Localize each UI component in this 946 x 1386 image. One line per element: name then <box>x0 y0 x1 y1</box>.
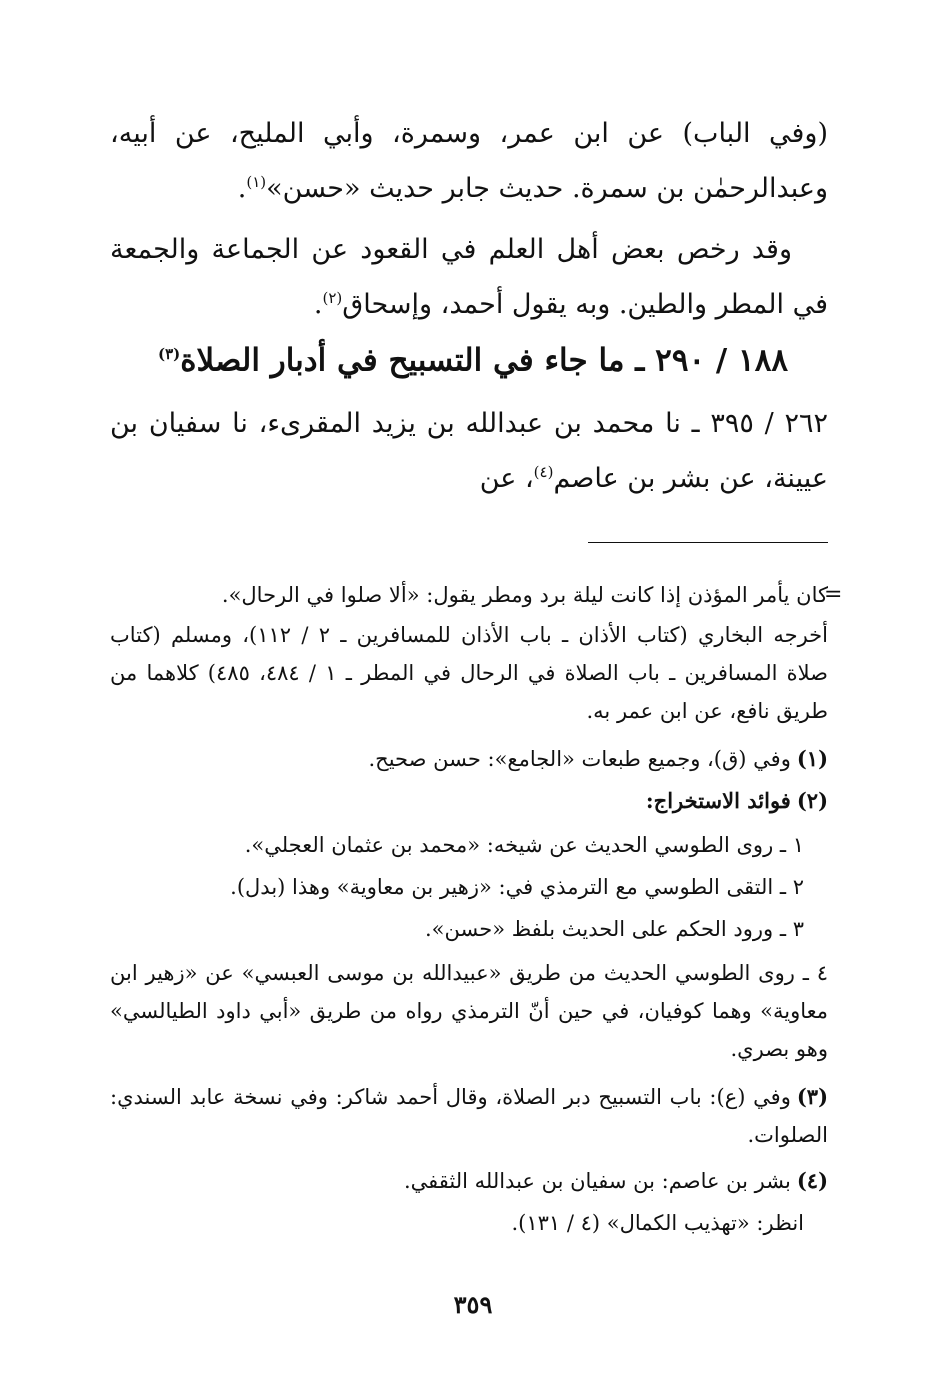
footnote-text: وفي (ق)، وجميع طبعات «الجامع»: حسن صحيح. <box>368 747 791 771</box>
paragraph-chapter-hadith <box>110 110 828 213</box>
footnote-number: (١) <box>796 746 828 771</box>
paragraph-text: ٢٦٢ / ٣٩٥ ـ نا محمد بن عبدالله بن يزيد المقرىء، نا سفيان بن عيينة، عن بشر بن عاصم <box>110 408 828 494</box>
footnote-2-item-2: ٢ ـ التقى الطوسي مع الترمذي في: «زهير بن معاوية» وهذا (بدل). <box>230 875 804 899</box>
footnote-ref[interactable]: (٤) <box>533 463 554 481</box>
heading-text: ١٨٨ / ٢٩٠ ـ ما جاء في التسبيح في أدبار الصلاة <box>180 342 788 379</box>
paragraph-text-end: ، عن <box>479 463 534 494</box>
footnote-1 <box>110 740 828 778</box>
footnote-number: (٣) <box>796 1084 828 1109</box>
paragraph-scholars-opinion <box>110 226 828 329</box>
footnote-number: (٢) <box>796 788 828 813</box>
footnote-ref[interactable]: (٢) <box>322 289 343 307</box>
chapter-heading <box>150 330 796 384</box>
paragraph-text: وقد رخص بعض أهل العلم في القعود عن الجماعة والجمعة في المطر والطين. وبه يقول أحمد، وإسحاق <box>110 234 828 320</box>
paragraph-isnad <box>110 400 828 503</box>
footnote-continuation-source: أخرجه البخاري (كتاب الأذان ـ باب الأذان للمسافرين ـ ٢ / ١١٢)، ومسلم (كتاب صلاة المسافرين ـ باب الصلاة في الرحال في المطر ـ ١ / ٤٨٤، ٤٨٥) كلاهما من طريق نافع، عن ابن عمر به. <box>110 623 829 723</box>
footnote-2-item-1: ١ ـ روى الطوسي الحديث عن شيخه: «محمد بن عثمان العجلي». <box>244 833 804 857</box>
footnote-4-reference: انظر: «تهذيب الكمال» (٤ / ١٣١). <box>511 1211 804 1235</box>
footnote-continuation-line: كان يأمر المؤذن إذا كانت ليلة برد ومطر يقول: «ألا صلوا في الرحال». <box>221 583 828 607</box>
footnote-text: بشر بن عاصم: بن سفيان بن عبدالله الثقفي. <box>403 1169 791 1193</box>
punctuation: . <box>237 173 247 204</box>
footnote-4 <box>110 1162 828 1200</box>
punctuation: . <box>313 289 323 320</box>
paragraph-text: (وفي الباب) عن ابن عمر، وسمرة، وأبي المليح، عن أبيه، وعبدالرحمٰن بن سمرة. حديث جابر حديث «حسن» <box>110 118 828 204</box>
footnote-3 <box>110 1078 828 1154</box>
footnote-2-item-4: ٤ ـ روى الطوسي الحديث من طريق «عبيدالله بن موسى العبسي» عن «زهير ابن معاوية» وهما كوفيان، في حين أنّ الترمذي رواه من طريق «أبي داود الطيالسي» وهو بصري. <box>110 961 828 1061</box>
continuation-mark: = <box>824 582 843 607</box>
footnote-separator <box>588 542 828 543</box>
footnote-number: (٤) <box>796 1168 828 1193</box>
page-number: ٣٥٩ <box>453 1290 493 1319</box>
footnote-text: وفي (ع): باب التسبيح دبر الصلاة، وقال أحمد شاكر: وفي نسخة عابد السندي: الصلوات. <box>110 1085 828 1147</box>
footnote-ref[interactable]: (٣) <box>157 345 181 363</box>
footnote-ref[interactable]: (١) <box>246 173 267 191</box>
footnote-2-item-3: ٣ ـ ورود الحكم على الحديث بلفظ «حسن». <box>425 917 804 941</box>
footnote-2 <box>110 782 828 820</box>
footnote-title: فوائد الاستخراج: <box>645 788 791 813</box>
